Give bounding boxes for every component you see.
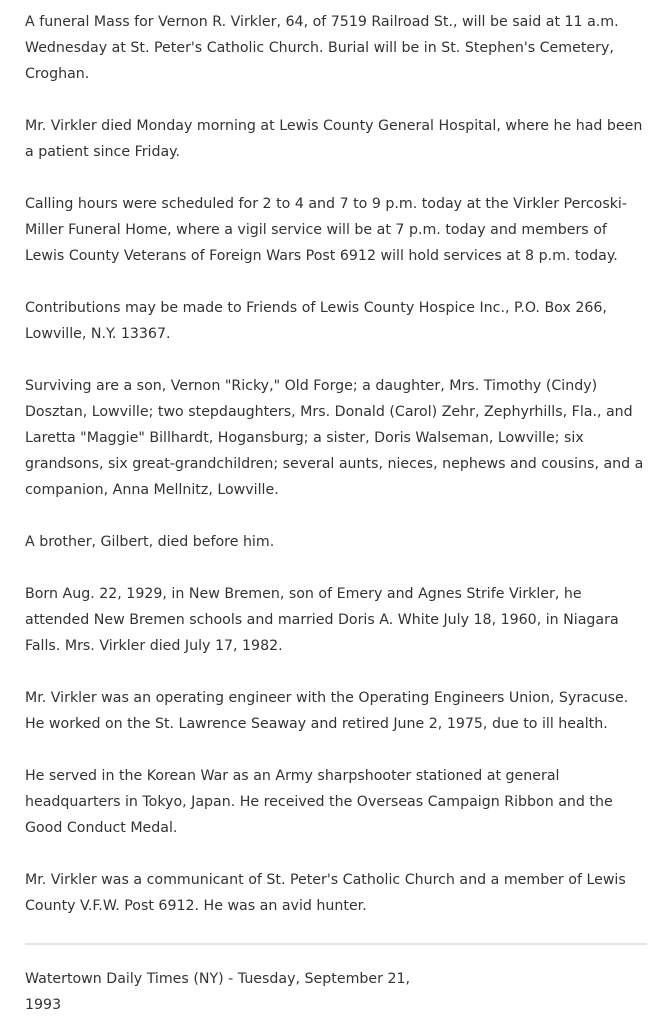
article-body [25,9,647,945]
paragraph-funeral-mass: A funeral Mass for Vernon R. Virkler, 64, of 7519 Railroad St., will be said at 11 a.m. Wednesday at St. Peter's Catholic Church. Burial will be in St. Stephen's Cemetery, Croghan. [25,14,619,82]
paragraph-affiliations: Mr. Virkler was a communicant of St. Peter's Catholic Church and a member of Lewis County V.F.W. Post 6912. He was an avid hunter. [25,872,626,914]
paragraph-biography: Born Aug. 22, 1929, in New Bremen, son of Emery and Agnes Strife Virkler, he attended New Bremen schools and married Doris A. White July 18, 1960, in Niagara Falls. Mrs. Virkler died July 17, 1982. [25,586,619,654]
paragraph-military: He served in the Korean War as an Army sharpshooter stationed at general headquarters in Tokyo, Japan. He received the Overseas Campaign Ribbon and the Good Conduct Medal. [25,768,613,836]
paragraph-contributions: Contributions may be made to Friends of Lewis County Hospice Inc., P.O. Box 266, Lowville, N.Y. 13367. [25,300,607,342]
paragraph-calling-hours: Calling hours were scheduled for 2 to 4 and 7 to 9 p.m. today at the Virkler Percoski-Miller Funeral Home, where a vigil service will be at 7 p.m. today and members of Lewis County Veterans of Foreign Wars Post 6912 will hold services at 8 p.m. today. [25,196,627,264]
paragraph-career: Mr. Virkler was an operating engineer with the Operating Engineers Union, Syracuse. He worked on the St. Lawrence Seaway and retired June 2, 1975, due to ill health. [25,690,629,732]
paragraph-predeceased: A brother, Gilbert, died before him. [25,534,275,550]
source-citation: Watertown Daily Times (NY) - Tuesday, September 21, 1993 [25,971,411,1013]
paragraph-death: Mr. Virkler died Monday morning at Lewis County General Hospital, where he had been a patient since Friday. [25,118,643,160]
divider [25,943,647,945]
paragraph-survivors: Surviving are a son, Vernon "Ricky," Old Forge; a daughter, Mrs. Timothy (Cindy) Dosztan, Lowville; two stepdaughters, Mrs. Donald (Carol) Zehr, Zephyrhills, Fla., and Laretta "Maggie" Billhardt, Hogansburg; a sister, Doris Walseman, Lowville; six grandsons, six great-grandchildren; several aunts, nieces, nephews and cousins, and a companion, Anna Mellnitz, Lowville. [25,378,644,498]
